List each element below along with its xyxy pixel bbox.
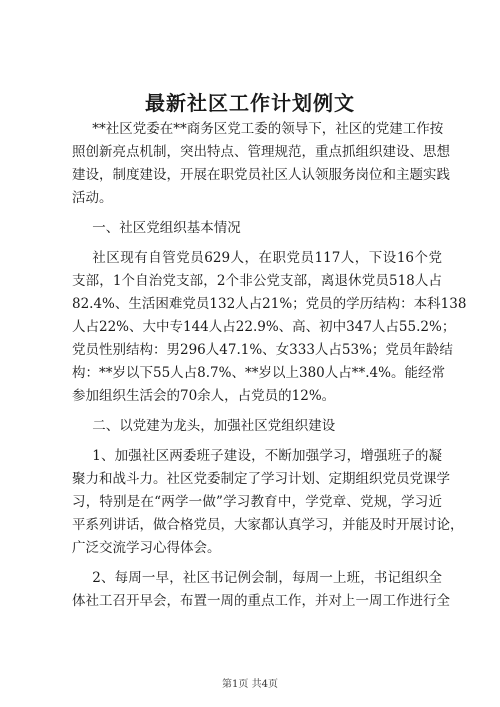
document-body <box>72 118 467 613</box>
paragraph-item1-line-3: 习，特别是在“两学一做”学习教育中，学党章、党规，学习近 <box>72 494 442 510</box>
paragraph-basics-line-7: 参加组织生活会的70余人，占党员的12%。 <box>72 388 336 404</box>
paragraph-basics-line-2: 支部，1个自治党支部，2个非公党支部，离退休党员518人占 <box>72 273 442 289</box>
paragraph-basics-line-4: 人占22%、大中专144人占22.9%、高、初中347人占55.2%； <box>72 319 456 335</box>
paragraph-basics-line-3: 82.4%、生活困难党员132人占21%；党员的学历结构：本科138 <box>72 296 467 312</box>
paragraph-item1-line-1: 1、加强社区两委班子建设，不断加强学习，增强班子的凝 <box>92 448 442 464</box>
paragraph-item1-line-4: 平系列讲话，做合格党员，大家都认真学习，并能及时开展讨论， <box>72 517 464 533</box>
paragraph-basics-line-5: 党员性别结构：男296人47.1%、女333人占53%；党员年龄结 <box>72 342 453 358</box>
paragraph-intro-line-1: **社区党委在**商务区党工委的领导下，社区的党建工作按 <box>92 121 444 137</box>
paragraph-item2-line-1: 2、每周一早，社区书记例会制，每周一上班，书记组织全 <box>92 570 442 586</box>
paragraph-item2-line-2: 体社工召开早会，布置一周的重点工作，并对上一周工作进行全 <box>72 593 450 609</box>
paragraph-intro-line-4: 活动。 <box>72 190 113 206</box>
paragraph-item1-line-2: 聚力和战斗力。社区党委制定了学习计划、定期组织党员党课学 <box>72 471 450 487</box>
section-heading-2: 二、以党建为龙头，加强社区党组织建设 <box>92 418 336 434</box>
paragraph-intro-line-3: 建设，制度建设，开展在职党员社区人认领服务岗位和主题实践 <box>72 167 450 183</box>
paragraph-basics-line-6: 构：**岁以下55人占8.7%、**岁以上380人占**.4%。能经常 <box>72 365 445 381</box>
page-number-footer: 第1页 共4页 <box>222 679 278 690</box>
section-heading-1: 一、社区党组织基本情况 <box>92 220 241 236</box>
paragraph-intro-line-2: 照创新亮点机制，突出特点、管理规范，重点抓组织建设、思想 <box>72 144 450 160</box>
paragraph-basics-line-1: 社区现有自管党员629人，在职党员117人，下设16个党 <box>92 250 442 266</box>
document-title: 最新社区工作计划例文 <box>145 91 355 115</box>
paragraph-item1-line-5: 广泛交流学习心得体会。 <box>72 540 221 556</box>
